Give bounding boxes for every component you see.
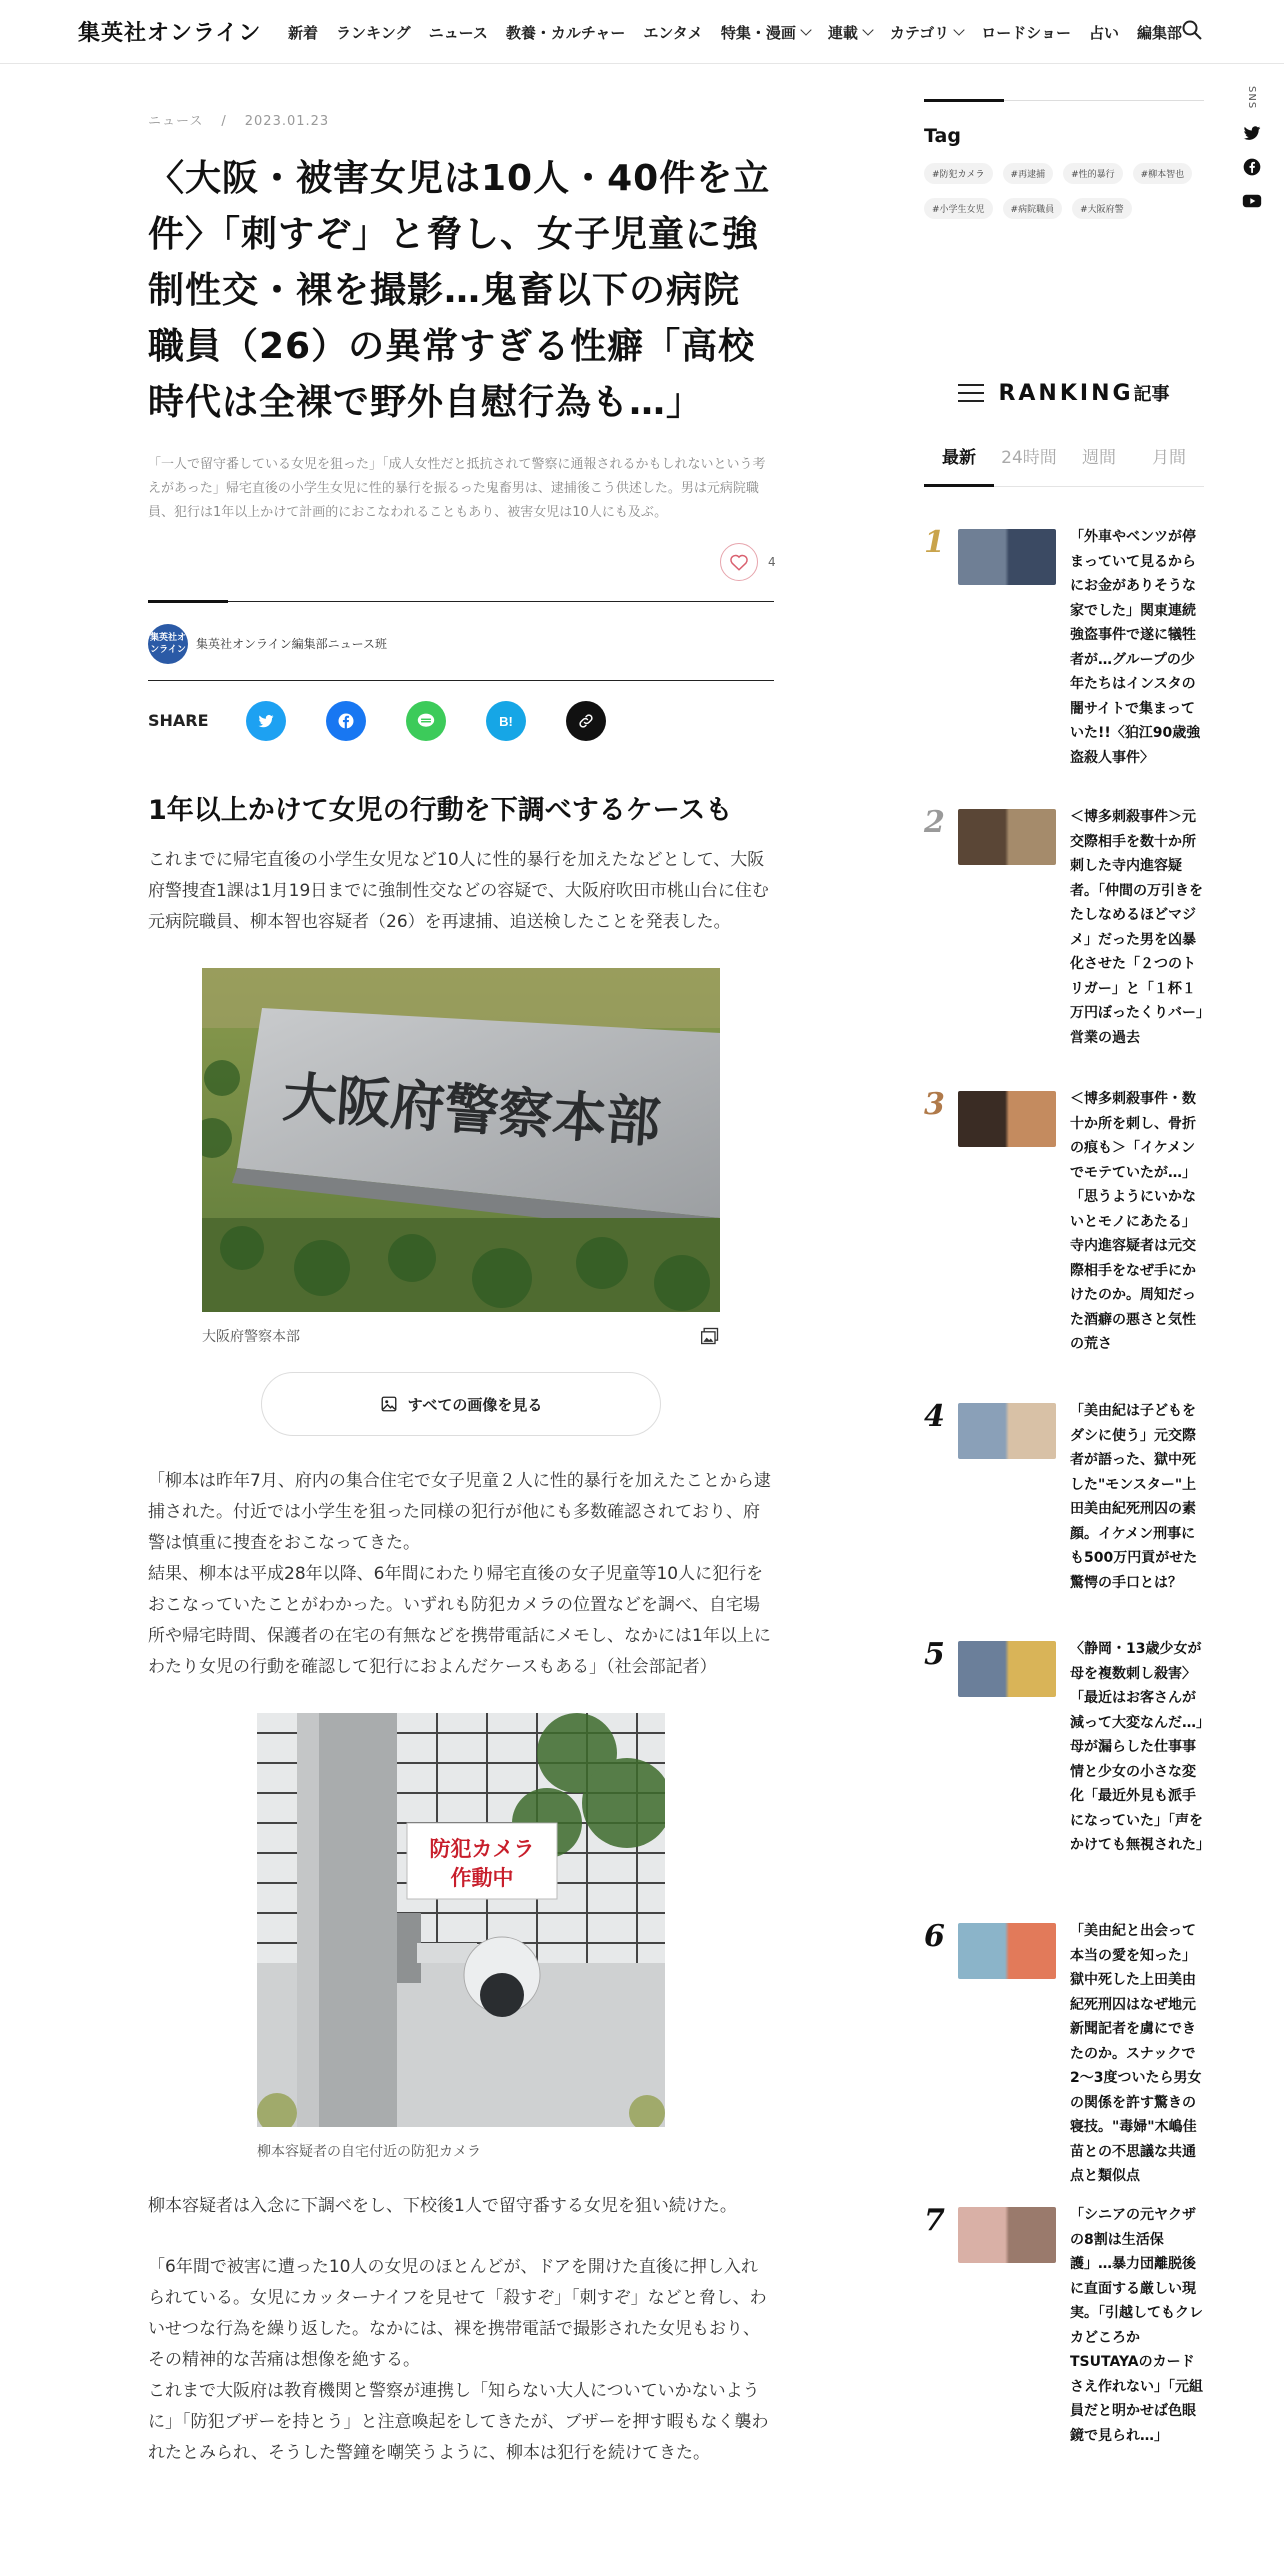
- nav-item-label: エンタメ: [643, 24, 703, 42]
- photo-figure-1: [202, 968, 720, 1346]
- nav-item-label: 教養・カルチャー: [505, 24, 626, 42]
- ranking-number: 7: [924, 2203, 945, 2238]
- nav-item[interactable]: [288, 22, 318, 43]
- tag-divider: [924, 100, 1204, 103]
- link-icon: [577, 712, 595, 730]
- hatena-icon: B!: [499, 713, 513, 729]
- photo-caption-row: [202, 1326, 720, 1346]
- article-paragraph: 「柳本は昨年7月、府内の集合住宅で女子児童２人に性的暴行を加えたことから逮捕された。付近では小学生を狙った同様の犯行が他にも多数確認されており、府警は慎重に捜査をおこなってきた。 結果、柳本は平成28年以降、6年間にわたり帰宅直後の女子児童等10人に犯行をおこなっていたことがわかった。いずれも防犯カメラの位置などを調べ、自宅場所や帰宅時間、保護者の在宅の有無などを携帯電話にメモし、なかには1年以上にわたり女児の行動を確認して犯行におよんだケースもある」（社会部記者）: [148, 1471, 771, 1677]
- main-nav: [288, 22, 1200, 43]
- ranking-item[interactable]: [924, 1919, 1204, 2203]
- sns-label: SNS: [1246, 86, 1257, 110]
- heart-icon: [729, 553, 749, 571]
- like-button[interactable]: [720, 543, 758, 581]
- security-camera-photo[interactable]: [257, 1713, 665, 2127]
- ranking-item[interactable]: [924, 2203, 1204, 2463]
- photo-caption: 柳本容疑者の自宅付近の防犯カメラ: [257, 2144, 481, 2160]
- nav-item[interactable]: [506, 22, 626, 43]
- photo-caption: 大阪府警察本部: [202, 1329, 300, 1345]
- breadcrumb: [148, 110, 774, 129]
- ranking-list: [924, 525, 1210, 2463]
- ranking-tab[interactable]: 最新: [924, 443, 994, 487]
- hatena-share-button[interactable]: [486, 701, 526, 741]
- line-icon: [416, 712, 436, 730]
- chevron-down-icon: [800, 24, 811, 35]
- tag-chip[interactable]: #病院職員: [1003, 198, 1063, 219]
- like-row: [148, 533, 774, 593]
- facebook-icon: [337, 712, 355, 730]
- nav-item[interactable]: [890, 22, 963, 43]
- nav-item[interactable]: [1137, 22, 1182, 43]
- camera-sign-line2: 作動中: [450, 1866, 514, 1890]
- breadcrumb-separator: /: [221, 114, 227, 129]
- ranking-thumbnail[interactable]: [958, 1403, 1056, 1459]
- tag-chip[interactable]: #性的暴行: [1063, 163, 1123, 184]
- ranking-item[interactable]: [924, 1637, 1210, 1919]
- ranking-title-text: RANKING: [998, 381, 1134, 406]
- category-link[interactable]: ニュース: [148, 114, 204, 129]
- publish-date: 2023.01.23: [244, 114, 330, 129]
- camera-sign-line1: 防犯カメラ: [429, 1837, 535, 1861]
- ranking-thumbnail[interactable]: [958, 529, 1056, 585]
- ranking-headline[interactable]: ＜博多刺殺事件・数十か所を刺し、骨折の痕も＞「イケメンでモテていたが…」「思うようにいかないとモノにあたる」寺内進容疑者は元交際相手をなぜ手にかけたのか。周知だった酒癖の悪さと気性の荒さ: [1070, 1091, 1196, 1352]
- nav-item-label: ニュース: [428, 24, 488, 42]
- nav-item-label: 編集部: [1136, 24, 1182, 42]
- nav-item-label: 占い: [1088, 24, 1119, 42]
- tag-chip[interactable]: #再逮捕: [1003, 163, 1054, 184]
- ranking-headline[interactable]: 「美由紀と出会って本当の愛を知った」獄中死した上田美由紀死刑囚はなぜ地元新聞記者を虜にできたのか。スナックで2～3度ついたら男女の関係を許す驚きの寝技。"毒婦"木嶋佳苗との不思議な共通点と類似点: [1070, 1923, 1202, 2184]
- tag-chip[interactable]: #小学生女児: [924, 198, 993, 219]
- ranking-thumbnail[interactable]: [958, 809, 1056, 865]
- ranking-thumbnail[interactable]: [958, 1641, 1056, 1697]
- like-count: 4: [768, 555, 776, 569]
- ranking-number: 2: [924, 805, 945, 840]
- ranking-tab[interactable]: 24時間: [1001, 448, 1057, 468]
- tag-chip[interactable]: #大阪府警: [1072, 198, 1132, 219]
- site-logo[interactable]: 集英社オンライン: [78, 21, 262, 46]
- ranking-headline[interactable]: 〈静岡・13歳少女が母を複数刺し殺害〉「最近はお客さんが減って大変なんだ…」母が漏らした仕事事情と少女の小さな変化「最近外見も派手になっていた」「声をかけても無視された」: [1070, 1641, 1210, 1853]
- ranking-tabs: [924, 443, 1204, 487]
- ranking-number: 1: [924, 525, 945, 560]
- article-paragraph: これまでに帰宅直後の小学生女児など10人に性的暴行を加えたなどとして、大阪府警捜査1課は1月19日までに強制性交などの容疑で、大阪府吹田市桃山台に住む元病院職員、柳本智也容疑者（26）を再逮捕、追送検したことを発表した。: [148, 850, 769, 932]
- sns-rail: [1238, 86, 1268, 211]
- ranking-thumbnail[interactable]: [958, 2207, 1056, 2263]
- copy-link-button[interactable]: [566, 701, 606, 741]
- ranking-item[interactable]: [924, 1087, 1204, 1399]
- twitter-share-button[interactable]: [246, 701, 286, 741]
- ranking-headline[interactable]: 「美由紀は子どもをダシに使う」元交際者が語った、獄中死した"モンスター"上田美由紀死刑囚の素顔。イケメン刑事にも500万円貢がせた驚愕の手口とは？: [1070, 1403, 1198, 1591]
- gallery-icon[interactable]: [700, 1326, 720, 1346]
- image-icon: [380, 1395, 398, 1413]
- ranking-item[interactable]: [924, 1399, 1204, 1637]
- search-icon[interactable]: [1180, 18, 1204, 42]
- view-all-images-button[interactable]: [261, 1372, 661, 1436]
- article-paragraph: 柳本容疑者は入念に下調べをし、下校後1人で留守番する女児を狙い続けた。: [148, 2196, 737, 2216]
- author-bar: [148, 601, 774, 681]
- nav-item[interactable]: [721, 22, 810, 43]
- ranking-header: [924, 373, 1204, 413]
- ranking-item[interactable]: [924, 805, 1204, 1087]
- sidebar: [924, 100, 1210, 2463]
- share-label: SHARE: [148, 711, 209, 730]
- ranking-item[interactable]: [924, 525, 1204, 805]
- nav-item[interactable]: [1089, 22, 1119, 43]
- ranking-thumbnail[interactable]: [958, 1091, 1056, 1147]
- author-avatar[interactable]: 集英社オンライン: [148, 624, 188, 664]
- photo-engraved-text: 大阪府警察本部: [280, 1064, 663, 1155]
- ranking-number: 6: [924, 1919, 945, 1954]
- article-paragraph: 「6年間で被害に遭った10人の女児のほとんどが、ドアを開けた直後に押し入れられている。女児にカッターナイフを見せて「殺すぞ」「刺すぞ」などと脅し、わいせつな行為を繰り返した。なかには、裸を携帯電話で撮影された女児もおり、その精神的な苦痛は想像を絶する。 これまで大阪府は教育機関と警察が連携し「知らない大人についていかないように」「防犯ブザーを持とう」と注意喚起をしてきたが、ブザーを押す暇もなく襲われたとみられ、そうした警鐘を嘲笑うように、柳本は犯行を続けてきた。: [148, 2257, 769, 2463]
- nav-item-label: 連載: [827, 24, 858, 42]
- ranking-number: 5: [924, 1637, 945, 1672]
- view-all-label: すべての画像を見る: [407, 1395, 543, 1414]
- author-name[interactable]: 集英社オンライン編集部ニュース班: [196, 637, 388, 651]
- article-title: 〈大阪・被害女児は10人・40件を立件〉「刺すぞ」と脅し、女子児童に強制性交・裸を撮影…鬼畜以下の病院職員（26）の異常すぎる性癖「高校時代は全裸で野外自慰行為も…」: [148, 158, 771, 423]
- article: [148, 110, 774, 2469]
- tag-chip[interactable]: #防犯カメラ: [924, 163, 993, 184]
- nav-item[interactable]: [336, 22, 411, 43]
- ranking-headline[interactable]: 「外車やベンツが停まっていて見るからにお金がありそうな家でした」関東連続強盗事件で遂に犠牲者が…グループの少年たちはインスタの闇サイトで集まっていた!!〈狛江90歳強盗殺人事件〉: [1070, 529, 1201, 766]
- article-lede: 「一人で留守番している女児を狙った」「成人女性だと抵抗されて警察に通報されるかもしれないという考えがあった」帰宅直後の小学生女児に性的暴行を振るった鬼畜男は、逮捕後こう供述した。男は元病院職員、犯行は1年以上かけて計画的におこなわれることもあり、被害女児は10人にも及ぶ。: [148, 457, 766, 520]
- ranking-number: 4: [924, 1399, 945, 1434]
- ranking-number: 3: [924, 1087, 945, 1122]
- nav-item-label: ランキング: [336, 24, 411, 42]
- ranking-title-suffix: 記事: [1133, 384, 1170, 405]
- twitter-icon: [257, 712, 275, 730]
- nav-item[interactable]: [828, 22, 872, 43]
- line-share-button[interactable]: [406, 701, 446, 741]
- facebook-icon[interactable]: [1242, 157, 1262, 177]
- nav-item[interactable]: [643, 22, 702, 43]
- nav-item-label: 新着: [288, 24, 319, 42]
- nav-item[interactable]: [981, 22, 1071, 43]
- ranking-headline[interactable]: 「シニアの元ヤクザの8割は生活保護」…暴力団離脱後に直面する厳しい現実。「引越してもクレカどころかTSUTAYAのカードさえ作れない」「元組員だと明かせば色眼鏡で見られ…」: [1070, 2207, 1203, 2444]
- youtube-icon[interactable]: [1242, 191, 1262, 211]
- nav-item-label: カテゴリ: [889, 24, 950, 42]
- nav-item[interactable]: [429, 22, 488, 43]
- ranking-headline[interactable]: ＜博多刺殺事件＞元交際相手を数十か所刺した寺内進容疑者。「仲間の万引きをたしなめるほどマジメ」だった男を凶暴化させた「２つのトリガー」と「１杯１万円ぼったくりバー」営業の過去: [1070, 809, 1203, 1046]
- ranking-title: [998, 380, 1169, 406]
- site-header: [0, 0, 1284, 64]
- share-bar: [148, 681, 774, 761]
- photo-figure-2: [257, 1713, 665, 2161]
- chevron-down-icon: [954, 24, 965, 35]
- nav-item-label: 特集・漫画: [720, 24, 796, 42]
- ranking-tab[interactable]: 月間: [1152, 448, 1186, 468]
- facebook-share-button[interactable]: [326, 701, 366, 741]
- tag-list: [924, 163, 1204, 233]
- nav-item-label: ロードショー: [981, 24, 1071, 42]
- police-hq-photo[interactable]: [202, 968, 720, 1312]
- photo-caption-row: [257, 2141, 665, 2161]
- ranking-tab[interactable]: 週間: [1082, 448, 1116, 468]
- chevron-down-icon: [862, 24, 873, 35]
- tag-heading: Tag: [924, 125, 961, 147]
- tag-chip[interactable]: #柳本智也: [1133, 163, 1193, 184]
- section-heading: 1年以上かけて女児の行動を下調べするケースも: [148, 795, 733, 826]
- ranking-thumbnail[interactable]: [958, 1923, 1056, 1979]
- twitter-icon[interactable]: [1242, 123, 1262, 143]
- menu-icon: [958, 382, 984, 404]
